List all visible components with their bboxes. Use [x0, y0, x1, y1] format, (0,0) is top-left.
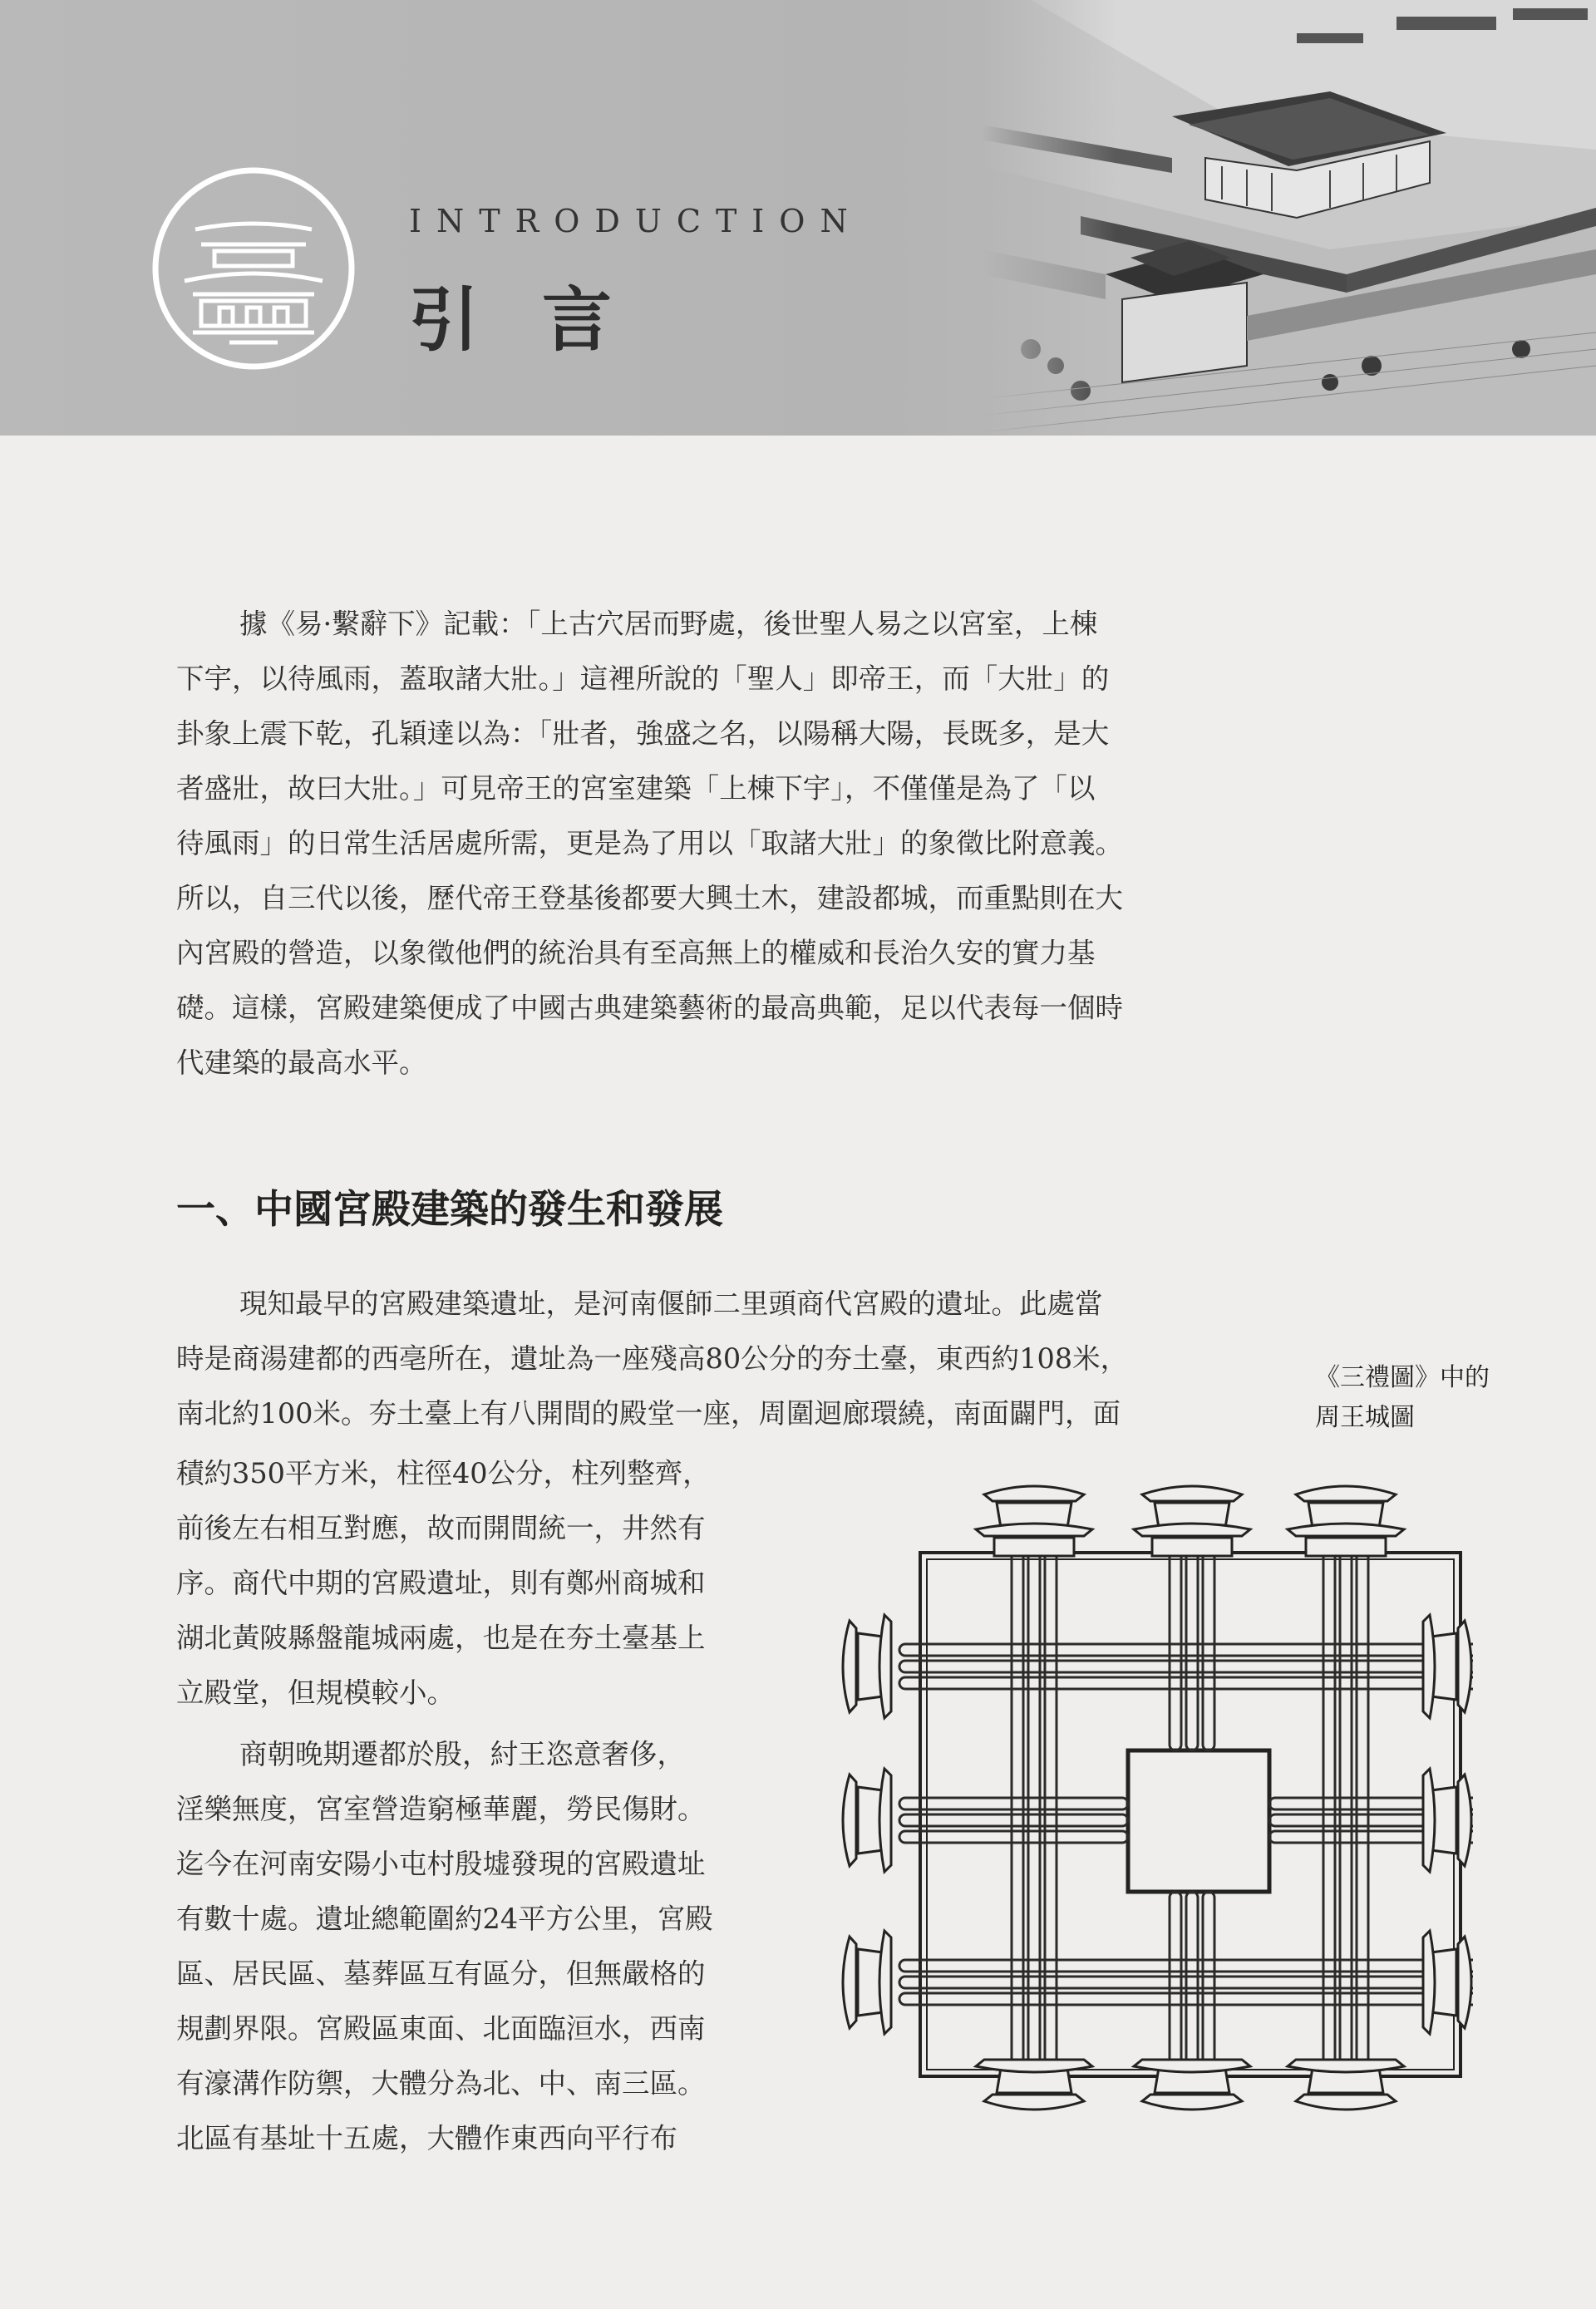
text-line: 迄今在河南安陽小屯村殷墟發現的宮殿遺址 — [176, 1848, 706, 1880]
section-heading: 一、中國宮殿建築的發生和發展 — [176, 1187, 723, 1233]
text-line: 所以，自三代以後，歷代帝王登基後都要大興土木，建設都城，而重點則在大 — [176, 882, 1123, 914]
text-line: 者盛壯，故曰大壯。」可見帝王的宮室建築「上棟下宇」，不僅僅是為了「以 — [176, 772, 1096, 805]
palace-illustration — [981, 0, 1596, 436]
palace-emblem-icon — [150, 165, 357, 372]
text-line: 有濠溝作防禦，大體分為北、中、南三區。 — [176, 2067, 706, 2100]
text-line: 代建築的最高水平。 — [176, 1046, 427, 1079]
text-line: 區、居民區、墓葬區互有區分，但無嚴格的 — [176, 1957, 706, 1990]
text-line: 現知最早的宮殿建築遺址，是河南偃師二里頭商代宮殿的遺址。此處當 — [239, 1287, 1103, 1320]
section-narrow-paragraph-1 — [176, 1446, 808, 1721]
figure-caption — [1315, 1358, 1490, 1438]
section-wide-paragraph — [176, 1277, 1265, 1441]
text-line: 商朝晚期遷都於殷，紂王恣意奢侈， — [239, 1738, 685, 1770]
text-line: 卦象上震下乾，孔穎達以為：「壯者，強盛之名，以陽稱大陽，長既多，是大 — [176, 717, 1110, 750]
text-line: 序。商代中期的宮殿遺址，則有鄭州商城和 — [176, 1567, 706, 1599]
text-line: 內宮殿的營造，以象徵他們的統治具有至高無上的權威和長治久安的實力基 — [176, 937, 1096, 969]
text-line: 下宇，以待風雨，蓋取諸大壯。」這裡所說的「聖人」即帝王，而「大壯」的 — [176, 662, 1110, 695]
caption-line: 《三禮圖》中的 — [1315, 1363, 1490, 1392]
intro-paragraph — [176, 597, 1265, 1090]
text-line: 時是商湯建都的西亳所在，遺址為一座殘高80公分的夯土臺，東西約108米， — [176, 1342, 1129, 1375]
text-line: 礎。這樣，宮殿建築便成了中國古典建築藝術的最高典範，足以代表每一個時 — [176, 992, 1123, 1024]
text-line: 淫樂無度，宮室營造窮極華麗，勞民傷財。 — [176, 1793, 706, 1825]
text-line: 前後左右相互對應，故而開間統一，井然有 — [176, 1512, 706, 1544]
text-line: 北區有基址十五處，大體作東西向平行布 — [176, 2122, 677, 2154]
intro-title-zh: 引言 — [409, 278, 676, 361]
intro-title-en: INTRODUCTION — [409, 203, 863, 239]
text-line: 立殿堂，但規模較小。 — [176, 1676, 455, 1709]
zhou-royal-city-plan-illustration — [841, 1470, 1473, 2126]
text-line: 待風雨」的日常生活居處所需，更是為了用以「取諸大壯」的象徵比附意義。 — [176, 827, 1123, 859]
caption-line: 周王城圖 — [1315, 1403, 1415, 1432]
text-line: 據《易·繫辭下》記載：「上古穴居而野處，後世聖人易之以宮室，上棟 — [239, 608, 1098, 640]
text-line: 湖北黃陂縣盤龍城兩處，也是在夯土臺基上 — [176, 1622, 706, 1654]
section-narrow-paragraph-2 — [176, 1727, 808, 2166]
text-line: 有數十處。遺址總範圍約24平方公里，宮殿 — [176, 1903, 713, 1935]
text-line: 積約350平方米，柱徑40公分，柱列整齊， — [176, 1457, 711, 1489]
text-line: 南北約100米。夯土臺上有八開間的殿堂一座，周圍迴廊環繞，南面闢門，面 — [176, 1397, 1121, 1430]
text-line: 規劃界限。宮殿區東面、北面臨洹水，西南 — [176, 2012, 706, 2045]
header-banner — [0, 0, 1596, 436]
